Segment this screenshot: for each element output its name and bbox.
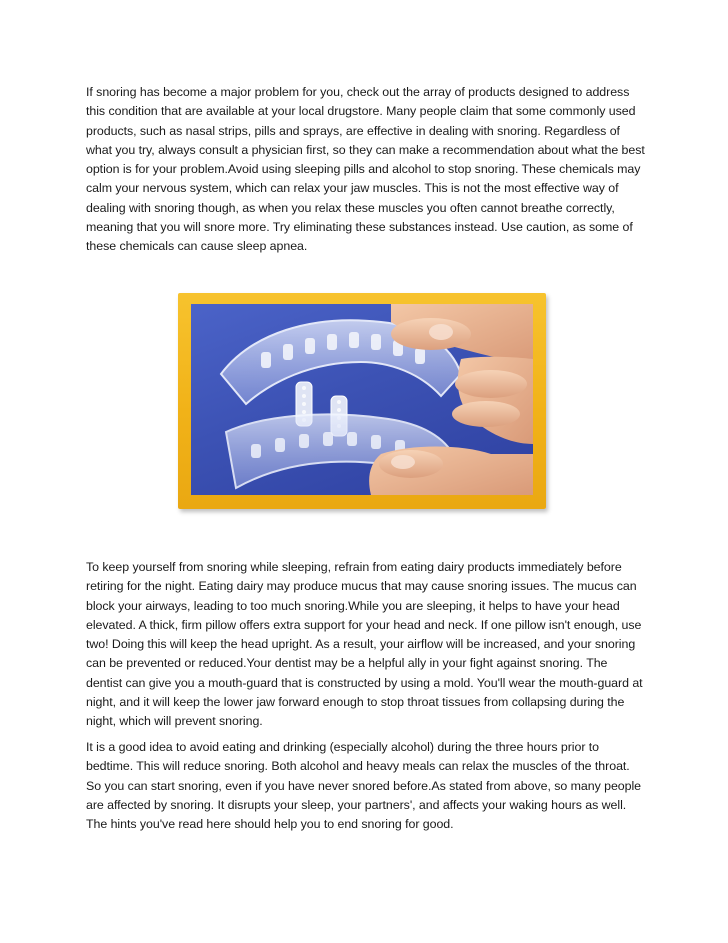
paragraph-intro: If snoring has become a major problem for you, check out the array of products designed to address this condition that are available at your local drugstore. Many people claim that some commonly used products, such as nasal strips, pills and sprays, are effective in dealing with snoring. Regardless of what you try, always consult a physician first, so they can make a recommendation about what the best option is for your problem.Avoid using sleeping pills and alcohol to stop snoring. These chemicals may calm your nervous system, which can relax your jaw muscles. This is not the most effective way of dealing with snoring though, as when you relax these muscles you often cannot breathe correctly, meaning that you will snore more. Try eliminating these substances instead. Use caution, as some of these chemicals can cause sleep apnea. — [86, 85, 645, 254]
fingers-middle — [452, 357, 533, 444]
paragraph-dairy-pillow-dentist: To keep yourself from snoring while sleeping, refrain from eating dairy products immediately before retiring for the night. Eating dairy may produce mucus that may cause snoring issues. The mucus can block your airways, leading to too much snoring.While you are sleeping, it helps to have your head elevated. A thick, firm pillow offers extra support for your head and neck. If one pillow isn't enough, use two! Doing this will keep the head upright. As a result, your airflow will be increased, and your snoring can be prevented or reduced.Your dentist may be a helpful ally in your fight against snoring. The dentist can give you a mouth-guard that is constructed by using a mold. You'll wear the mouth-guard at night, and it will keep the lower jaw forward enough to stop throat tissues from collapsing during the night, which will prevent snoring. — [86, 560, 643, 729]
mouth-guard-photo — [191, 304, 533, 495]
thumb-bottom — [369, 447, 533, 496]
mouth-guard-figure-frame — [178, 293, 546, 509]
mouth-guard-illustration — [191, 304, 533, 495]
paragraph-bedtime-conclusion: It is a good idea to avoid eating and drinking (especially alcohol) during the three hours prior to bedtime. This will reduce snoring. Both alcohol and heavy meals can relax the muscles of the throat. So you can start snoring, even if you have never snored before.As stated from above, so many people are affected by snoring. It disrupts your sleep, your partners', and affects your waking hours as well. The hints you've read here should help you to end snoring for good. — [86, 740, 642, 832]
